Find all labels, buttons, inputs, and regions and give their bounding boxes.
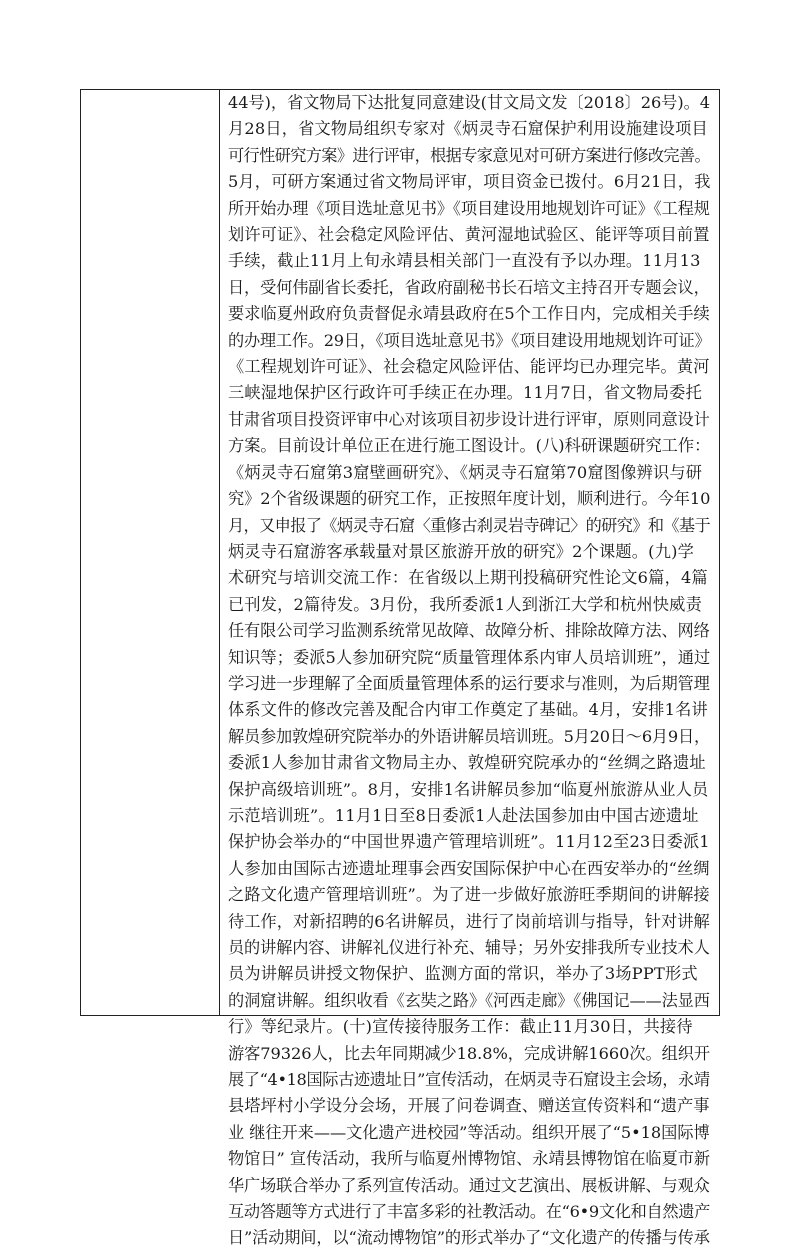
text-line: 解员参加敦煌研究院举办的外语讲解员培训班。5月20日～6月9日， bbox=[228, 726, 710, 746]
text-line: 划许可证》、社会稳定风险评估、黄河湿地试验区、能评等项目前置 bbox=[228, 225, 710, 245]
text-line: 学习进一步理解了全面质量管理体系的运行要求与准则，为后期管理 bbox=[228, 673, 710, 693]
text-line: 月28日，省文物局组织专家对《炳灵寺石窟保护利用设施建设项目 bbox=[228, 119, 708, 139]
text-line: 三峡湿地保护区行政许可手续正在办理。11月7日，省文物局委托 bbox=[228, 383, 702, 403]
text-line: 的办理工作。29日，《项目选址意见书》《项目建设用地规划许可证》 bbox=[228, 330, 710, 350]
text-line: 的洞窟讲解。组织收看《玄奘之路》《河西走廊》《佛国记——法显西 bbox=[228, 990, 710, 1010]
text-line: 县塔坪村小学设分会场，开展了问卷调查、赠送宣传资料和“遗产事 bbox=[228, 1096, 710, 1116]
text-line: 员为讲解员讲授文物保护、监测方面的常识，举办了3场PPT形式 bbox=[228, 964, 698, 984]
text-line: 44号)，省文物局下达批复同意建设(甘文局文发〔2018〕26号)。4 bbox=[228, 93, 710, 112]
text-line: 5月，可研方案通过省文物局评审，项目资金已拨付。6月21日，我 bbox=[228, 172, 710, 192]
text-line: 《炳灵寺石窟第3窟壁画研究》、《炳灵寺石窟第70窟图像辨识与研 bbox=[228, 462, 703, 482]
text-line: 保护高级培训班”。8月，安排1名讲解员参加“临夏州旅游从业人员 bbox=[228, 779, 709, 799]
text-line: 所开始办理《项目选址意见书》《项目建设用地规划许可证》《工程规 bbox=[228, 198, 710, 218]
text-line: 华广场联合举办了系列宣传活动。通过文艺演出、展板讲解、与观众 bbox=[228, 1175, 710, 1195]
text-line: 之路文化遗产管理培训班”。为了进一步做好旅游旺季期间的讲解接 bbox=[228, 885, 710, 905]
text-line: 《工程规划许可证》、社会稳定风险评估、能评均已办理完毕。黄河 bbox=[228, 357, 710, 377]
text-line: 已刊发，2篇待发。3月份，我所委派1人到浙江大学和杭州快威责 bbox=[228, 594, 702, 614]
text-line: 委派1人参加甘肃省文物局主办、敦煌研究院承办的“丝绸之路遗址 bbox=[228, 753, 706, 773]
text-line: 业 继往开来——文化遗产进校园”等活动。组织开展了“5•18国际博 bbox=[228, 1122, 710, 1142]
text-line: 究》2个省级课题的研究工作，正按照年度计划，顺利进行。今年10 bbox=[228, 489, 710, 509]
text-line: 示范培训班”。11月1日至8日委派1人赴法国参加由中国古迹遗址 bbox=[228, 805, 699, 825]
table-label-cell bbox=[81, 90, 220, 1015]
text-line: 行》等纪录片。(十)宣传接待服务工作：截止11月30日，共接待 bbox=[228, 1017, 693, 1037]
text-line: 展了“4•18国际古迹遗址日”宣传活动，在炳灵寺石窟设主会场，永靖 bbox=[228, 1070, 710, 1090]
text-line: 日，受何伟副省长委托，省政府副秘书长石培文主持召开专题会议， bbox=[228, 277, 710, 297]
form-table bbox=[80, 89, 720, 1248]
text-line: 互动答题等方式进行了丰富多彩的社教活动。在“6•9文化和自然遗产 bbox=[228, 1202, 710, 1222]
text-line: 保护协会举办的“中国世界遗产管理培训班”。11月12至23日委派1 bbox=[228, 832, 710, 852]
text-line: 任有限公司学习监测系统常见故障、故障分析、排除故障方法、网络 bbox=[228, 621, 710, 641]
text-line: 术研究与培训交流工作：在省级以上期刊投稿研究性论文6篇，4篇 bbox=[228, 568, 708, 588]
table-content-cell bbox=[220, 90, 719, 1248]
text-line: 人参加由国际古迹遗址理事会西安国际保护中心在西安举办的“丝绸 bbox=[228, 858, 710, 878]
text-line: 要求临夏州政府负责督促永靖县政府在5个工作日内，完成相关手续 bbox=[228, 304, 710, 324]
text-line: 游客79326人，比去年同期减少18.8%，完成讲解1660次。组织开 bbox=[228, 1043, 710, 1063]
body-paragraph bbox=[228, 90, 710, 1252]
text-line: 可行性研究方案》进行评审，根据专家意见对可研方案进行修改完善。 bbox=[228, 145, 710, 165]
text-line: 知识等；委派5人参加研究院“质量管理体系内审人员培训班”，通过 bbox=[228, 647, 710, 667]
text-line: 日”活动期间，以“流动博物馆”的形式举办了“文化遗产的传播与传承 bbox=[228, 1228, 710, 1248]
text-line: 月，又申报了《炳灵寺石窟〈重修古刹灵岩寺碑记〉的研究》和《基于 bbox=[228, 515, 710, 535]
text-line: 方案。目前设计单位正在进行施工图设计。(八)科研课题研究工作： bbox=[228, 436, 710, 456]
text-line: 待工作，对新招聘的6名讲解员，进行了岗前培训与指导，针对讲解 bbox=[228, 911, 710, 931]
text-line: 手续，截止11月上旬永靖县相关部门一直没有予以办理。11月13 bbox=[228, 251, 701, 271]
text-line: 体系文件的修改完善及配合内审工作奠定了基础。4月，安排1名讲 bbox=[228, 700, 708, 720]
text-line: 炳灵寺石窟游客承载量对景区旅游开放的研究》2个课题。(九)学 bbox=[228, 541, 694, 561]
text-line: 甘肃省项目投资评审中心对该项目初步设计进行评审，原则同意设计 bbox=[228, 409, 710, 429]
text-line: 员的讲解内容、讲解礼仪进行补充、辅导；另外安排我所专业技术人 bbox=[228, 938, 710, 957]
text-line: 物馆日” 宣传活动，我所与临夏州博物馆、永靖县博物馆在临夏市新 bbox=[228, 1149, 710, 1169]
